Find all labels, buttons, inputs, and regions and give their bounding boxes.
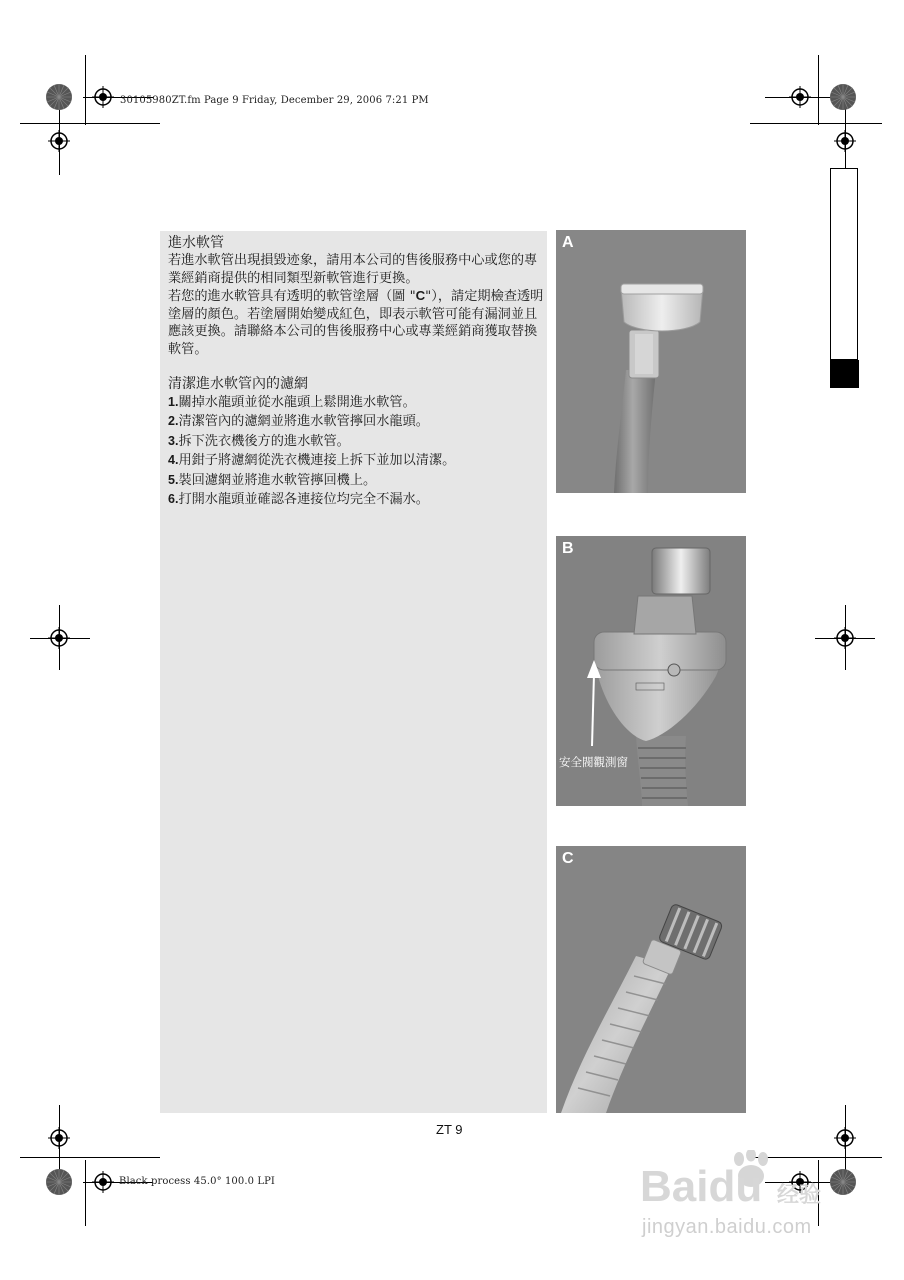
registration-mark-icon: [48, 130, 70, 152]
paragraph-hose-damage: 若進水軟管出現損毀迹象，請用本公司的售後服務中心或您的專業經銷商提供的相同類型新軟管進行更換。: [168, 253, 538, 286]
list-item: [168, 393, 544, 413]
step-number: 4.: [168, 453, 179, 468]
registration-mark-icon: [789, 86, 811, 108]
registration-mark-icon: [834, 627, 856, 649]
registration-mark-icon: [48, 627, 70, 649]
crop-line: [20, 1157, 160, 1158]
list-item: [168, 412, 544, 432]
step-number: 2.: [168, 414, 179, 429]
step-text: 拆下洗衣機後方的進水軟管。: [178, 433, 350, 449]
steps-list: [168, 393, 544, 510]
step-text: 裝回濾網並將進水軟管擰回機上。: [178, 472, 377, 488]
crop-line: [85, 1160, 86, 1226]
section-title-clean-filter: 清潔進水軟管內的濾網: [168, 375, 308, 392]
crop-line: [20, 123, 160, 124]
transparent-hose-illustration: [556, 846, 746, 1113]
crop-line: [818, 55, 819, 125]
list-item: [168, 451, 544, 471]
figure-label-a: A: [562, 234, 574, 251]
watermark-brand-cn: 经验: [777, 1183, 822, 1208]
page-number: ZT 9: [436, 1122, 463, 1137]
print-footer-info: Black process 45.0° 100.0 LPI: [119, 1176, 275, 1187]
list-item: [168, 471, 544, 491]
figure-b-photo: [556, 536, 746, 806]
main-text-column: [168, 234, 544, 510]
figure-reference-c: C: [415, 288, 426, 304]
registration-mark-icon: [48, 1127, 70, 1149]
paragraph-part: "），請定期檢查透明塗層的顏色。若塗層開始變成紅色，即表示軟管可能有漏洞並且應該更換。請聯絡本公司的售後服務中心或專業經銷商獲取替換軟管。: [168, 289, 544, 357]
starburst-mark-icon: [829, 83, 857, 111]
step-number: 5.: [168, 472, 179, 487]
list-item: [168, 490, 544, 510]
step-text: 打開水龍頭並確認各連接位均完全不漏水。: [178, 492, 429, 508]
safety-valve-callout: 安全閥觀測窗: [559, 755, 628, 769]
print-header-info: 30105980ZT.fm Page 9 Friday, December 29, 2006 7:21 PM: [120, 95, 429, 106]
paragraph-part: 若您的進水軟管具有透明的軟管塗層（圖 ": [168, 289, 416, 305]
registration-mark-icon: [92, 1171, 114, 1193]
paragraph-transparent-coating: [168, 287, 544, 358]
registration-mark-icon: [834, 1127, 856, 1149]
crop-line: [85, 55, 86, 125]
step-number: 3.: [168, 433, 179, 448]
section-tab-marker: [830, 360, 859, 388]
step-number: 1.: [168, 394, 179, 409]
step-number: 6.: [168, 492, 179, 507]
hose-with-cap-illustration: [556, 230, 746, 493]
figure-label-b: B: [562, 540, 574, 557]
watermark-brand: Baidu: [640, 1162, 763, 1211]
registration-mark-icon: [92, 86, 114, 108]
starburst-mark-icon: [45, 1168, 73, 1196]
starburst-mark-icon: [45, 83, 73, 111]
step-text: 清潔管內的濾網並將進水軟管擰回水龍頭。: [178, 414, 429, 430]
registration-mark-icon: [834, 130, 856, 152]
list-item: [168, 432, 544, 452]
step-text: 關掉水龍頭並從水龍頭上鬆開進水軟管。: [178, 394, 416, 410]
section-tab-outline: [830, 168, 858, 360]
section-title-inlet-hose: 進水軟管: [168, 235, 224, 251]
figure-c-photo: [556, 846, 746, 1113]
watermark-url: jingyan.baidu.com: [642, 1216, 812, 1238]
figure-a-photo: [556, 230, 746, 493]
crop-line: [750, 123, 882, 124]
figure-label-c: C: [562, 850, 574, 867]
baidu-watermark: [640, 1150, 890, 1250]
step-text: 用鉗子將濾網從洗衣機連接上拆下並加以清潔。: [178, 453, 456, 469]
